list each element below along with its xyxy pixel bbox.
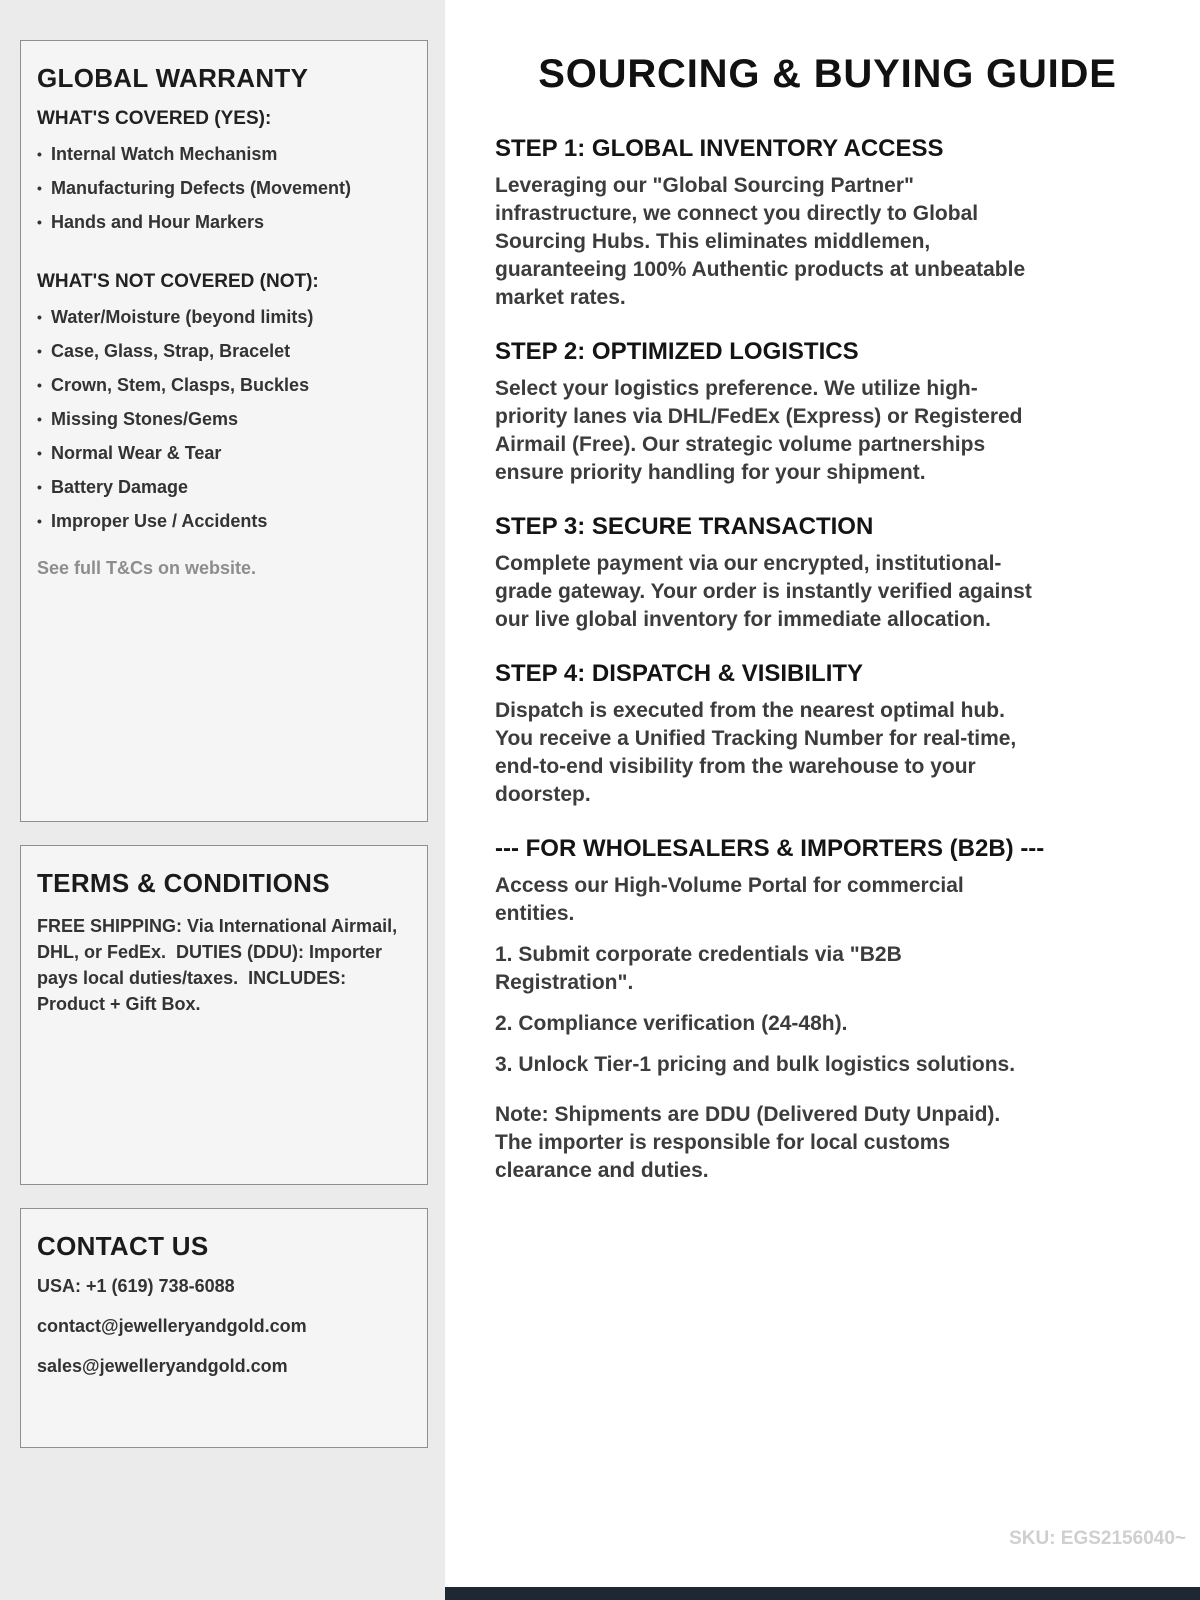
step-1-section xyxy=(495,135,1160,312)
terms-body: FREE SHIPPING: Via International Airmail, DHL, or FedEx. DUTIES (DDU): Importer pays local duties/taxes. INCLUDES: Product + Gift Box. xyxy=(37,916,403,1014)
b2b-item-2: 2. Compliance verification (24-48h). xyxy=(495,1012,848,1035)
list-item: • Internal Watch Mechanism xyxy=(37,143,411,165)
contact-phone: USA: +1 (619) 738-6088 xyxy=(37,1276,235,1296)
b2b-item-3: 3. Unlock Tier-1 pricing and bulk logistics solutions. xyxy=(495,1053,1016,1076)
warranty-panel xyxy=(20,40,428,822)
b2b-item-1: 1. Submit corporate credentials via "B2B Registration". xyxy=(495,943,902,994)
list-item: • Missing Stones/Gems xyxy=(37,408,411,430)
step-4-body: Dispatch is executed from the nearest optimal hub. You receive a Unified Tracking Number for real-time, end-to-end visibility from the warehouse to your doorstep. xyxy=(495,699,1017,806)
list-item: • Water/Moisture (beyond limits) xyxy=(37,306,411,328)
step-1-body: Leveraging our "Global Sourcing Partner" infrastructure, we connect you directly to Global Sourcing Hubs. This eliminates middlemen, guaranteeing 100% Authentic products at unbeatable market rates. xyxy=(495,174,1026,309)
contact-panel xyxy=(20,1208,428,1448)
list-item: • Case, Glass, Strap, Bracelet xyxy=(37,340,411,362)
sku-label: SKU: EGS2156040~ xyxy=(1009,1528,1186,1549)
contact-title: CONTACT US xyxy=(37,1231,209,1261)
step-3-body: Complete payment via our encrypted, institutional-grade gateway. Your order is instantly verified against our live global inventory for immediate allocation. xyxy=(495,552,1032,631)
b2b-heading: --- FOR WHOLESALERS & IMPORTERS (B2B) --- xyxy=(495,835,1045,862)
page-title: SOURCING & BUYING GUIDE xyxy=(538,52,1117,96)
warranty-not-covered-list xyxy=(37,306,411,532)
sidebar xyxy=(0,0,445,1600)
terms-panel xyxy=(20,845,428,1185)
warranty-footnote: See full T&Cs on website. xyxy=(37,558,257,578)
step-3-section xyxy=(495,513,1160,634)
b2b-section xyxy=(495,835,1160,1185)
step-4-heading: STEP 4: DISPATCH & VISIBILITY xyxy=(495,660,864,687)
step-2-heading: STEP 2: OPTIMIZED LOGISTICS xyxy=(495,338,859,365)
warranty-covered-list xyxy=(37,143,411,233)
list-item: • Crown, Stem, Clasps, Buckles xyxy=(37,374,411,396)
list-item: • Normal Wear & Tear xyxy=(37,442,411,464)
list-item: • Battery Damage xyxy=(37,476,411,498)
main-content xyxy=(445,0,1200,1600)
warranty-covered-heading: WHAT'S COVERED (YES): xyxy=(37,108,272,129)
step-1-heading: STEP 1: GLOBAL INVENTORY ACCESS xyxy=(495,135,944,162)
bottom-bar xyxy=(445,1587,1200,1600)
terms-title: TERMS & CONDITIONS xyxy=(37,868,330,898)
list-item: • Hands and Hour Markers xyxy=(37,211,411,233)
step-2-section xyxy=(495,338,1160,487)
b2b-intro: Access our High-Volume Portal for commercial entities. xyxy=(495,874,964,925)
list-item: • Manufacturing Defects (Movement) xyxy=(37,177,411,199)
warranty-title: GLOBAL WARRANTY xyxy=(37,63,309,93)
list-item: • Improper Use / Accidents xyxy=(37,510,411,532)
warranty-not-covered-heading: WHAT'S NOT COVERED (NOT): xyxy=(37,271,319,292)
contact-email-sales: sales@jewelleryandgold.com xyxy=(37,1356,288,1376)
step-2-body: Select your logistics preference. We utilize high-priority lanes via DHL/FedEx (Express) or Registered Airmail (Free). Our strategic volume partnerships ensure priority handling for your shipment. xyxy=(495,377,1023,484)
step-4-section xyxy=(495,660,1160,809)
contact-email-primary: contact@jewelleryandgold.com xyxy=(37,1316,307,1336)
b2b-note: Note: Shipments are DDU (Delivered Duty Unpaid). The importer is responsible for local customs clearance and duties. xyxy=(495,1103,1001,1182)
step-3-heading: STEP 3: SECURE TRANSACTION xyxy=(495,513,874,540)
